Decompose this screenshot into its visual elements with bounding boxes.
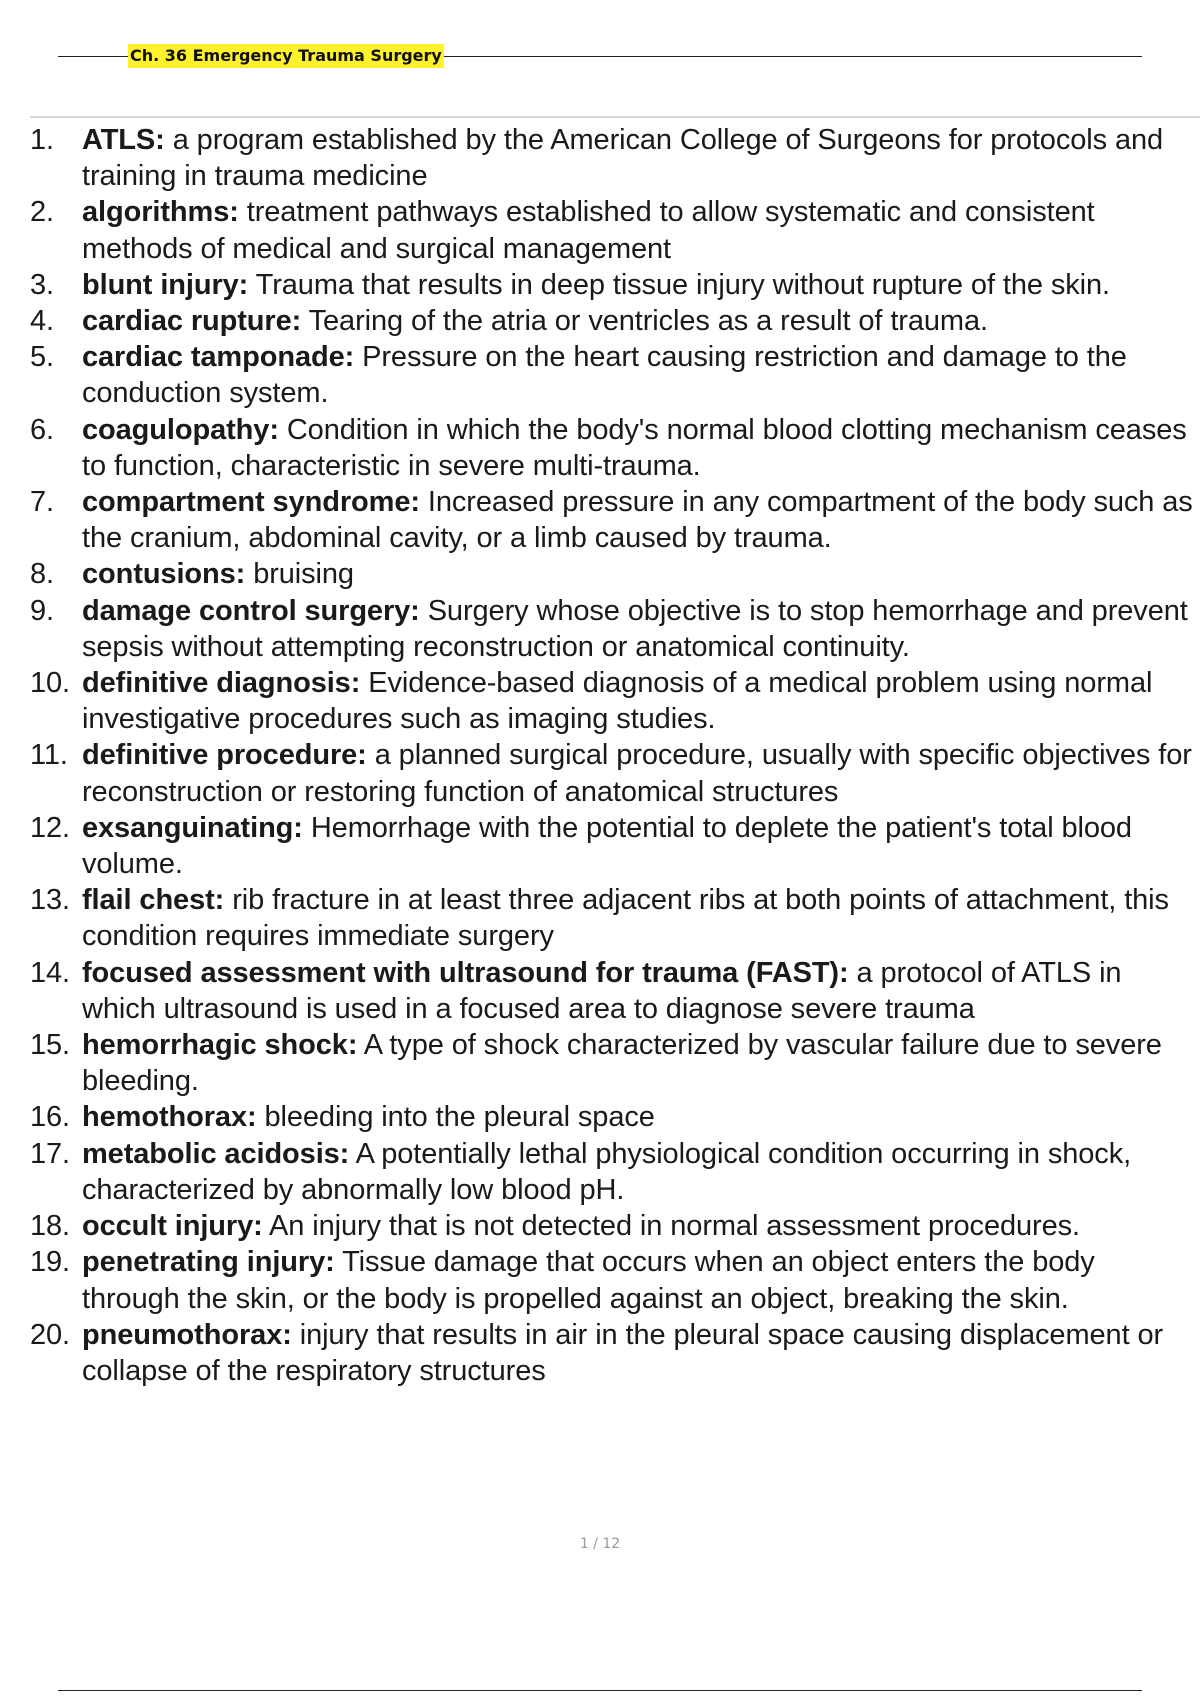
term-definition: Condition in which the body's normal blood clotting mechanism ceases to function, characteristic in severe multi-trauma.	[82, 413, 1187, 482]
term-definition: Evidence-based diagnosis of a medical problem using normal investigative procedures such as imaging studies.	[82, 667, 1153, 736]
term-definition: a program established by the American College of Surgeons for protocols and training in trauma medicine	[82, 124, 1164, 193]
term-number: 6.	[30, 413, 54, 446]
term-item	[30, 484, 1200, 556]
term-definition: bruising	[245, 558, 354, 591]
term-definition: a planned surgical procedure, usually with specific objectives for reconstruction or restoring function of anatomical structures	[82, 739, 1192, 808]
term-item	[30, 194, 1200, 266]
term-number: 9.	[30, 594, 54, 627]
term-label: contusions:	[82, 558, 246, 591]
term-number: 16.	[30, 1101, 71, 1134]
term-definition: Tissue damage that occurs when an object enters the body through the skin, or the body is propelled against an object, breaking the skin.	[82, 1246, 1095, 1315]
page-indicator: 1 / 12	[579, 1536, 621, 1552]
term-definition: A potentially lethal physiological condition occurring in shock, characterized by abnormally low blood pH.	[82, 1137, 1132, 1206]
term-label: ATLS:	[82, 124, 165, 156]
term-label: hemorrhagic shock:	[82, 1029, 358, 1062]
term-item	[30, 556, 1200, 592]
term-definition: bleeding into the pleural space	[256, 1101, 655, 1134]
term-item	[30, 1136, 1200, 1208]
term-item	[30, 267, 1200, 303]
term-item	[30, 593, 1200, 665]
term-item	[30, 882, 1200, 954]
term-number: 2.	[30, 196, 54, 229]
term-list	[30, 122, 1200, 1389]
term-item	[30, 737, 1200, 809]
term-label: occult injury:	[82, 1210, 263, 1243]
term-label: exsanguinating:	[82, 811, 303, 844]
term-label: damage control surgery:	[82, 594, 420, 627]
term-definition: treatment pathways established to allow systematic and consistent methods of medical and surgical management	[82, 196, 1095, 265]
term-label: flail chest:	[82, 884, 225, 917]
term-item	[30, 1099, 1200, 1135]
term-label: cardiac rupture:	[82, 305, 302, 338]
term-definition: Trauma that results in deep tissue injury without rupture of the skin.	[248, 268, 1110, 301]
term-label: definitive diagnosis:	[82, 667, 361, 700]
term-label: coagulopathy:	[82, 413, 279, 446]
term-label: metabolic acidosis:	[82, 1137, 350, 1170]
term-number: 18.	[30, 1210, 71, 1243]
term-item	[30, 1317, 1200, 1389]
term-number: 19.	[30, 1246, 71, 1279]
term-label: cardiac tamponade:	[82, 341, 355, 374]
term-number: 7.	[30, 486, 54, 519]
term-number: 17.	[30, 1137, 71, 1170]
term-definition: Hemorrhage with the potential to deplete the patient's total blood volume.	[82, 811, 1132, 881]
term-number: 11.	[30, 739, 68, 772]
term-label: blunt injury:	[82, 268, 249, 301]
term-definition: Pressure on the heart causing restriction and damage to the conduction system.	[82, 341, 1127, 410]
term-item	[30, 1027, 1200, 1099]
term-definition: An injury that is not detected in normal assessment procedures.	[262, 1210, 1080, 1243]
term-number: 13.	[30, 884, 71, 917]
term-label: hemothorax:	[82, 1101, 257, 1134]
term-number: 4.	[30, 305, 54, 338]
term-number: 5.	[30, 341, 54, 374]
section-divider	[30, 116, 1200, 118]
term-number: 8.	[30, 558, 54, 591]
term-item	[30, 303, 1200, 339]
term-label: algorithms:	[82, 196, 239, 229]
term-label: definitive procedure:	[82, 739, 367, 772]
term-item	[30, 955, 1200, 1027]
term-number: 14.	[30, 956, 71, 989]
page-header	[58, 44, 1142, 68]
term-number: 1.	[30, 124, 54, 156]
term-definition: A type of shock characterized by vascular failure due to severe bleeding.	[82, 1029, 1162, 1098]
footer-rule	[58, 1690, 1142, 1691]
term-number: 12.	[30, 811, 71, 844]
term-definition: rib fracture in at least three adjacent ribs at both points of attachment, this condition requires immediate surgery	[82, 884, 1169, 953]
term-definition: a protocol of ATLS in which ultrasound is used in a focused area to diagnose severe trauma	[82, 956, 1122, 1025]
term-label: compartment syndrome:	[82, 486, 420, 519]
term-number: 15.	[30, 1029, 71, 1062]
term-item	[30, 665, 1200, 737]
term-item	[30, 1244, 1200, 1316]
term-item	[30, 339, 1200, 411]
term-label: focused assessment with ultrasound for trauma (FAST):	[82, 956, 849, 989]
term-item	[30, 122, 1200, 194]
term-definition: injury that results in air in the pleural space causing displacement or collapse of the respiratory structures	[82, 1318, 1164, 1387]
term-label: pneumothorax:	[82, 1318, 292, 1351]
term-definition: Increased pressure in any compartment of the body such as the cranium, abdominal cavity, or a limb caused by trauma.	[82, 486, 1193, 555]
term-item	[30, 810, 1200, 882]
chapter-title: Ch. 36 Emergency Trauma Surgery	[128, 44, 444, 68]
term-item	[30, 1208, 1200, 1244]
term-label: penetrating injury:	[82, 1246, 335, 1279]
term-number: 3.	[30, 268, 54, 301]
term-number: 10.	[30, 667, 71, 700]
term-definition: Surgery whose objective is to stop hemorrhage and prevent sepsis without attempting reconstruction or anatomical continuity.	[82, 594, 1188, 663]
term-number: 20.	[30, 1318, 71, 1351]
term-definition: Tearing of the atria or ventricles as a result of trauma.	[301, 305, 988, 338]
term-item	[30, 412, 1200, 484]
